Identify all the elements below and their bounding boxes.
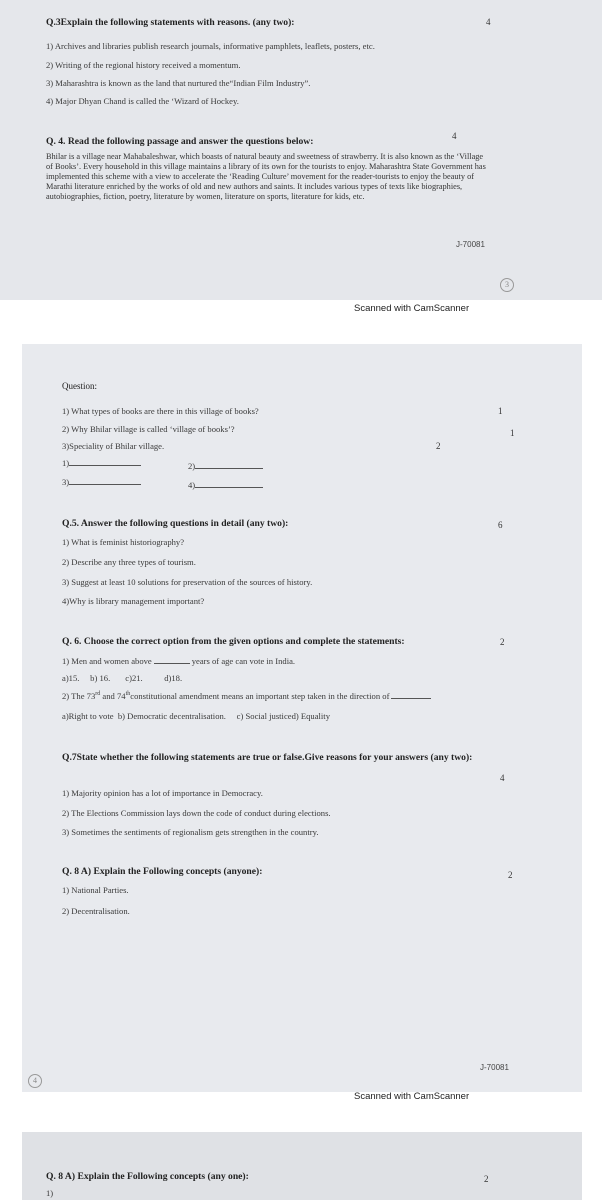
- page-number-mark: 3: [500, 278, 514, 292]
- q8-marks: 2: [508, 870, 513, 880]
- q7-heading: Q.7State whether the following statements are true or false.Give reasons for your answers (any two):: [62, 752, 473, 763]
- q8-item: 1) National Parties.: [62, 885, 129, 895]
- page-number-mark: 4: [28, 1074, 42, 1088]
- answer-blank: 4): [188, 479, 263, 490]
- sub-question-mark: 1: [498, 406, 503, 416]
- q6-marks: 2: [500, 637, 505, 647]
- q5-heading: Q.5. Answer the following questions in detail (any two):: [62, 518, 289, 529]
- q8-heading: Q. 8 A) Explain the Following concepts (any one):: [46, 1171, 249, 1182]
- answer-blank: 2): [188, 460, 263, 471]
- q3-item: 2) Writing of the regional history received a momentum.: [46, 60, 241, 70]
- q6-options-2: a)Right to vote b) Democratic decentralisation. c) Social justiced) Equality: [62, 711, 330, 721]
- q5-item: 4)Why is library management important?: [62, 596, 205, 606]
- q7-item: 3) Sometimes the sentiments of regionalism gets strengthen in the country.: [62, 827, 319, 837]
- exam-code: J-70081: [480, 1063, 509, 1072]
- q6-statement-1: 1) Men and women above years of age can vote in India.: [62, 656, 296, 666]
- q8-item: 2) Decentralisation.: [62, 906, 130, 916]
- q3-marks: 4: [486, 17, 491, 27]
- q6-statement-2: 2) The 73rd and 74thconstitutional amendment means an important step taken in the direction of: [62, 690, 431, 701]
- q5-marks: 6: [498, 520, 503, 530]
- sub-question: 2) Why Bhilar village is called ‘village of books’?: [62, 424, 235, 434]
- q3-item: 1) Archives and libraries publish research journals, informative pamphlets, leaflets, posters, etc.: [46, 41, 375, 51]
- q8-heading: Q. 8 A) Explain the Following concepts (anyone):: [62, 866, 263, 877]
- camscanner-label: Scanned with CamScanner: [354, 303, 470, 314]
- sub-question: 1) What types of books are there in this village of books?: [62, 406, 259, 416]
- q5-item: 3) Suggest at least 10 solutions for preservation of the sources of history.: [62, 577, 313, 587]
- q6-heading: Q. 6. Choose the correct option from the given options and complete the statements:: [62, 636, 405, 647]
- q6-options-1: a)15. b) 16. c)21. d)18.: [62, 673, 183, 683]
- q3-heading: Q.3Explain the following statements with reasons. (any two):: [46, 17, 295, 28]
- q7-item: 2) The Elections Commission lays down the code of conduct during elections.: [62, 808, 331, 818]
- q5-item: 1) What is feminist historiography?: [62, 537, 185, 547]
- sub-question: 3)Speciality of Bhilar village.: [62, 441, 165, 451]
- q7-item: 1) Majority opinion has a lot of importance in Democracy.: [62, 788, 263, 798]
- q3-item: 3) Maharashtra is known as the land that nurtured the“Indian Film Industry”.: [46, 78, 311, 88]
- q5-item: 2) Describe any three types of tourism.: [62, 557, 196, 567]
- scan-page-1: [0, 0, 602, 300]
- scan-page-3: [22, 1132, 582, 1200]
- q4-marks: 4: [452, 131, 457, 141]
- sub-question-mark: 1: [510, 428, 515, 438]
- q3-item: 4) Major Dhyan Chand is called the ‘Wizard of Hockey.: [46, 96, 239, 106]
- q4-passage: Bhilar is a village near Mahabaleshwar, which boasts of natural beauty and sweetness of strawberry. It is also known as the ‘Village of Books’. Every household in this village maintains a library of its own for the tourists to enjoy. Maharashtra State Government has implemented this scheme with a view to accelerate the ‘Reading Culture’ movement for the reader-tourists to enjoy the beauty of Marathi literature enriched by the works of old and new authors and saints. It includes various types of texts like biographies, autobiographies, fiction, poetry, literature by women, literature on sports, literature for kids, etc.: [46, 152, 486, 202]
- camscanner-label: Scanned with CamScanner: [354, 1091, 470, 1102]
- exam-code: J-70081: [456, 240, 485, 249]
- scan-page-2: [22, 344, 582, 1092]
- q4-heading: Q. 4. Read the following passage and answer the questions below:: [46, 136, 314, 147]
- sub-question-mark: 2: [436, 441, 441, 451]
- answer-blank: 3): [62, 476, 141, 487]
- answer-blank: 1): [62, 457, 141, 468]
- q8-item: 1): [46, 1188, 54, 1198]
- q7-marks: 4: [500, 773, 505, 783]
- question-label: Question:: [62, 381, 97, 391]
- q8-marks: 2: [484, 1174, 489, 1184]
